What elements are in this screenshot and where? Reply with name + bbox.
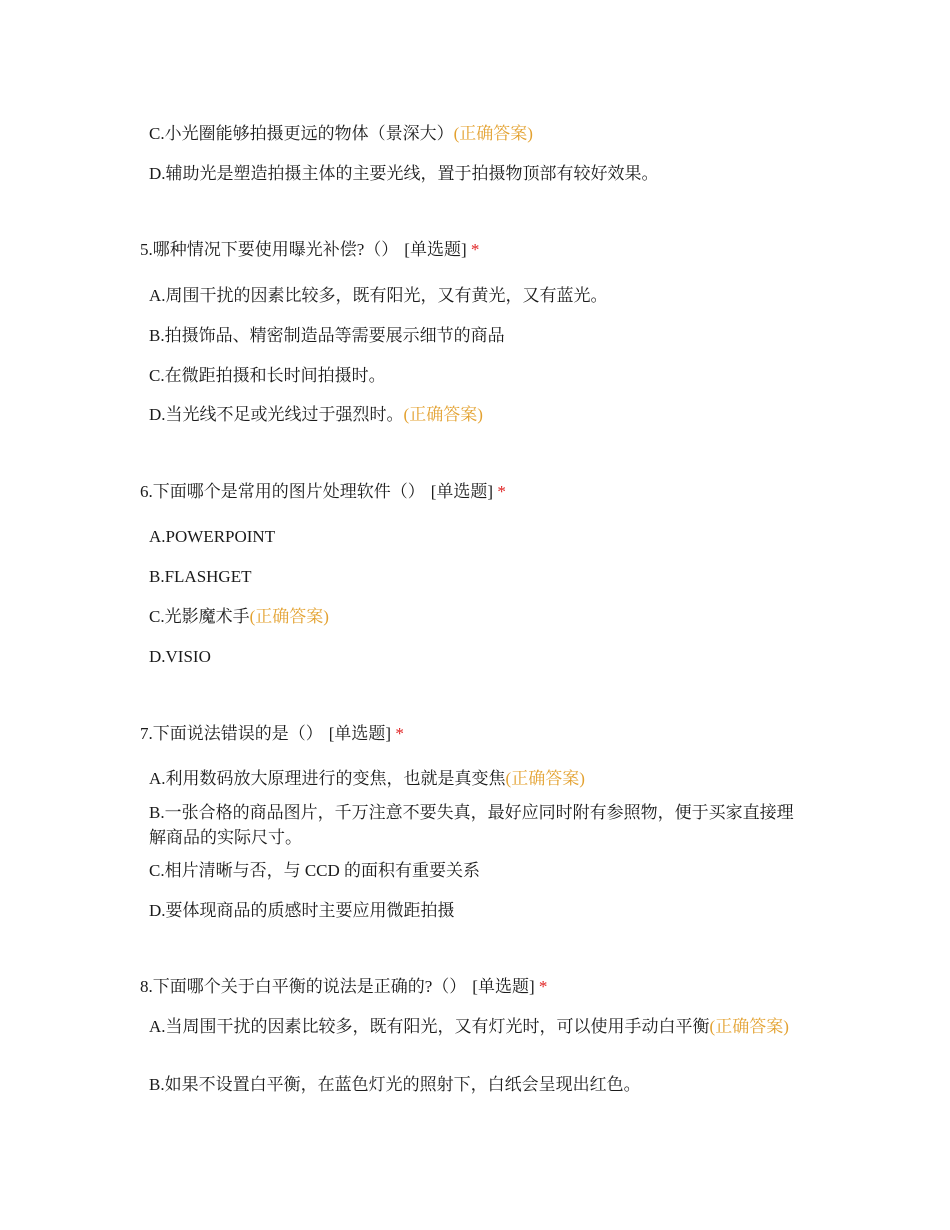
required-star: * [470, 240, 480, 259]
q7-option-d [149, 898, 809, 923]
question-7 [140, 721, 840, 746]
question-text: 6.下面哪个是常用的图片处理软件（） [140, 482, 425, 501]
option-text: A.POWERPOINT [149, 527, 276, 546]
question-8 [140, 974, 840, 999]
q7-option-c [149, 858, 809, 883]
question-type: [单选题] [404, 240, 467, 259]
required-star: * [497, 482, 506, 501]
q5-option-a [149, 283, 809, 308]
q6-option-c [149, 604, 809, 629]
q5-option-c [149, 363, 809, 388]
option-text: C.相片清晰与否，与 CCD 的面积有重要关系 [149, 861, 481, 880]
correct-answer-marker: (正确答案) [709, 1017, 789, 1036]
question-type: [单选题] [328, 724, 392, 743]
q6-option-d [149, 644, 809, 669]
option-text: A.周围干扰的因素比较多，既有阳光，又有黄光，又有蓝光。 [149, 286, 608, 305]
question-type: [单选题] [430, 482, 494, 501]
correct-answer-marker: (正确答案) [453, 124, 533, 143]
correct-answer-marker: (正确答案) [249, 607, 329, 626]
q6-option-a [149, 524, 809, 549]
correct-answer-marker: (正确答案) [403, 405, 483, 424]
option-text: B.拍摄饰品、精密制造品等需要展示细节的商品 [149, 326, 505, 345]
option-text: D.要体现商品的质感时主要应用微距拍摄 [149, 901, 455, 920]
option-text: B.一张合格的商品图片，千万注意不要失真，最好应同时附有参照物，便于买家直接理解商品的实际尺寸。 [149, 803, 794, 847]
required-star: * [538, 977, 548, 996]
option-text: B.FLASHGET [149, 567, 252, 586]
question-text: 5.哪种情况下要使用曝光补偿?（） [140, 240, 399, 259]
question-text: 8.下面哪个关于白平衡的说法是正确的?（） [140, 977, 467, 996]
q4-option-d [149, 161, 809, 186]
option-text: D.当光线不足或光线过于强烈时。 [149, 405, 404, 424]
question-6 [140, 479, 840, 504]
option-text: C.在微距拍摄和长时间拍摄时。 [149, 366, 386, 385]
q6-option-b [149, 564, 809, 589]
required-star: * [395, 724, 404, 743]
option-text: A.利用数码放大原理进行的变焦，也就是真变焦 [149, 769, 506, 788]
q5-option-b [149, 323, 809, 348]
q7-option-b [149, 800, 809, 850]
option-text: A.当周围干扰的因素比较多，既有阳光，又有灯光时，可以使用手动白平衡 [149, 1017, 710, 1036]
option-text: D.辅助光是塑造拍摄主体的主要光线，置于拍摄物顶部有较好效果。 [149, 164, 659, 183]
question-text: 7.下面说法错误的是（） [140, 724, 323, 743]
question-type: [单选题] [472, 977, 535, 996]
question-5 [140, 237, 840, 262]
q7-option-a [149, 766, 809, 791]
option-text: C.小光圈能够拍摄更远的物体（景深大） [149, 124, 454, 143]
q5-option-d [149, 402, 809, 427]
option-text: D.VISIO [149, 647, 211, 666]
q8-option-b [149, 1072, 809, 1097]
option-text: B.如果不设置白平衡，在蓝色灯光的照射下，白纸会呈现出红色。 [149, 1075, 641, 1094]
correct-answer-marker: (正确答案) [505, 769, 585, 788]
option-text: C.光影魔术手 [149, 607, 250, 626]
q8-option-a [149, 1014, 809, 1039]
q4-option-c [149, 121, 809, 146]
